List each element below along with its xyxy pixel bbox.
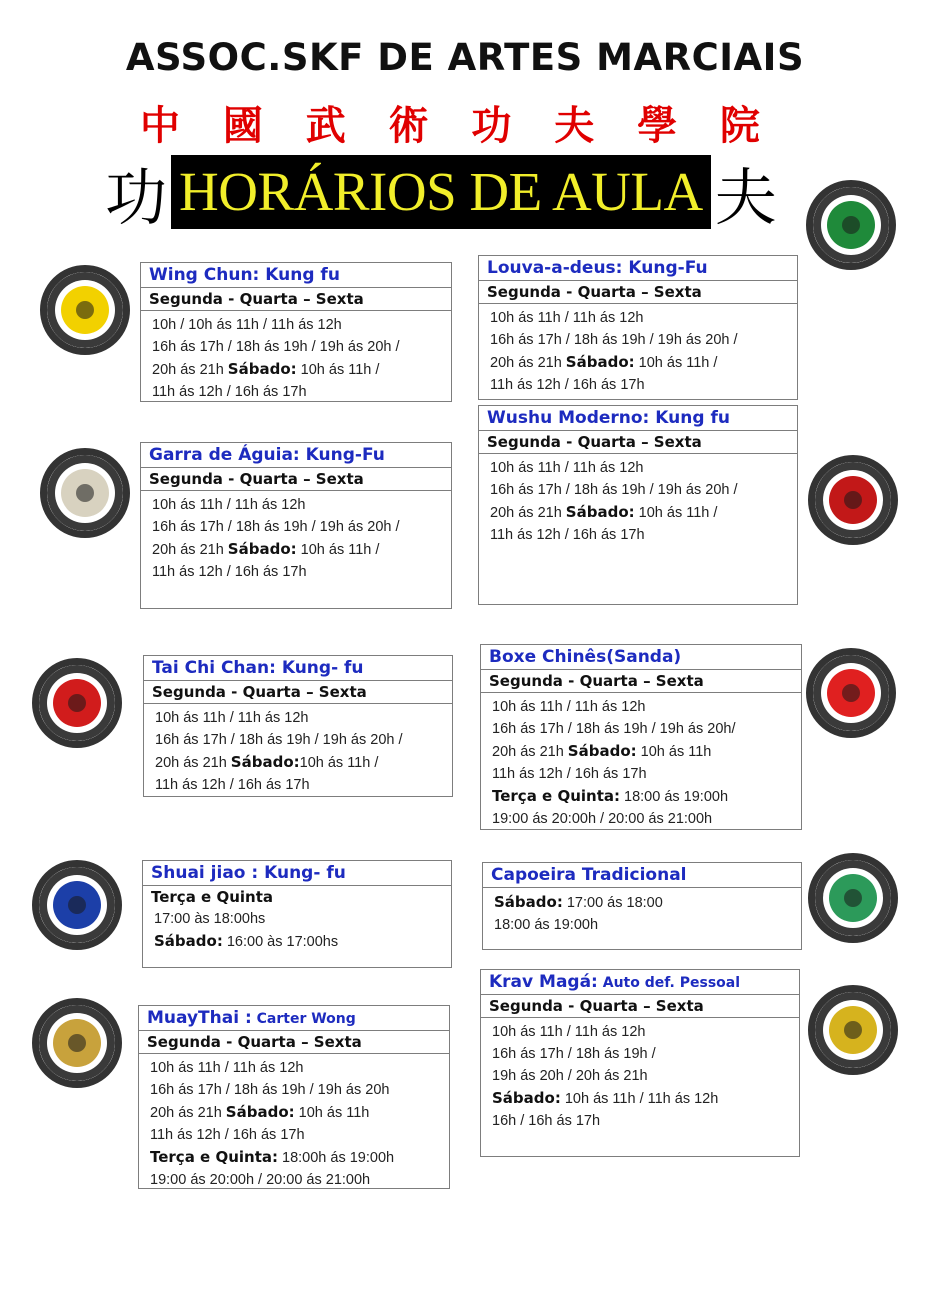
schedule-line: 10h ás 11h / 11h ás 12h (155, 710, 309, 726)
capoeira-card (482, 862, 802, 950)
card-days: Segunda - Quarta – Sexta (144, 681, 452, 704)
card-title: Louva-a-deus: Kung-Fu (479, 256, 797, 281)
schedule-line: 11h ás 12h / 16h ás 17h (152, 564, 307, 580)
chinese-char: 學 (637, 103, 678, 149)
card-days: Segunda - Quarta – Sexta (139, 1031, 449, 1054)
card-days: Terça e Quinta (151, 888, 273, 906)
card-title-sub: Carter Wong (251, 1011, 356, 1027)
schedule-line: 16h ás 17h / 18h ás 19h / 19h ás 20h / (152, 519, 400, 535)
card-days: Segunda - Quarta – Sexta (141, 288, 451, 311)
card-days: Segunda - Quarta – Sexta (479, 281, 797, 304)
muay-thai-card (138, 1005, 450, 1189)
schedule-text: 10h ás 11h / 11h ás 12h (560, 1091, 719, 1107)
krav-maga-badge-icon (808, 985, 898, 1075)
chinese-char: 武 (305, 103, 346, 149)
schedule-line: 16h ás 17h / 18h ás 19h / 19h ás 20h / (490, 482, 738, 498)
card-title: Boxe Chinês(Sanda) (481, 645, 801, 670)
wushu-badge-icon (808, 455, 898, 545)
chinese-char: 夫 (554, 103, 595, 149)
boxe-chines-card (480, 644, 802, 830)
schedule-line: 16h ás 17h / 18h ás 19h / 19h ás 20h / (490, 332, 738, 348)
tue-thu-label: Terça e Quinta: (150, 1148, 278, 1166)
tai-chi-card (143, 655, 453, 797)
saturday-label: Sábado: (492, 1089, 561, 1107)
schedule-line: 10h ás 11h / 11h ás 12h (490, 310, 644, 326)
card-days: Segunda - Quarta – Sexta (481, 995, 799, 1018)
schedule-line (492, 785, 790, 808)
saturday-label: Sábado: (225, 1103, 295, 1121)
schedule-line (150, 1101, 438, 1124)
saturday-label: Sábado: (567, 742, 637, 760)
card-schedule (479, 304, 797, 399)
schedule-line: 11h ás 12h / 16h ás 17h (492, 766, 647, 782)
schedule-line: 10h / 10h ás 11h / 11h ás 12h (152, 317, 342, 333)
schedule-text: 10h ás 11h (636, 744, 712, 760)
schedule-heading (105, 152, 805, 232)
card-title: Capoeira Tradicional (483, 863, 801, 888)
sanda-badge-icon (806, 648, 896, 738)
saturday-label: Sábado: (565, 503, 635, 521)
chinese-char: 術 (388, 103, 429, 149)
muay-thai-badge-icon (32, 998, 122, 1088)
card-schedule (141, 311, 451, 406)
wing-chun-card (140, 262, 452, 402)
wing-chun-badge-icon (40, 265, 130, 355)
card-schedule (481, 693, 801, 833)
card-schedule (481, 1018, 799, 1135)
schedule-line (490, 501, 786, 524)
schedule-line: 19:00 ás 20:00h / 20:00 ás 21:00h (150, 1172, 371, 1188)
schedule-text: 20h ás 21h (490, 505, 566, 521)
chinese-char: 院 (719, 103, 760, 149)
saturday-label: Sábado: (227, 360, 297, 378)
card-schedule (479, 454, 797, 549)
schedule-line (155, 751, 441, 774)
card-title-sub: Auto def. Pessoal (597, 975, 741, 991)
heading-left-char: 功 (105, 160, 168, 234)
schedule-line (494, 891, 790, 914)
schedule-line: 10h ás 11h / 11h ás 12h (150, 1060, 304, 1076)
heading-right-char: 夫 (714, 160, 777, 234)
garra-de-aguia-card (140, 442, 452, 609)
schedule-text: 20h ás 21h (152, 542, 228, 558)
schedule-line: 16h ás 17h / 18h ás 19h / (492, 1046, 656, 1062)
card-days: Segunda - Quarta – Sexta (479, 431, 797, 454)
garra-de-aguia-badge-icon (40, 448, 130, 538)
schedule-text: 20h ás 21h (492, 744, 568, 760)
schedule-line (152, 538, 440, 561)
schedule-text: 17:00 ás 18:00 (562, 895, 663, 911)
tai-chi-badge-icon (32, 658, 122, 748)
saturday-label: Sábado: (154, 932, 223, 950)
schedule-line (490, 351, 786, 374)
schedule-text: 20h ás 21h (150, 1105, 226, 1121)
saturday-label: Sábado: (565, 353, 635, 371)
schedule-text: 10h ás 11h / (299, 755, 379, 771)
schedule-text: 18:00 ás 19:00h (619, 789, 729, 805)
shuai-jiao-badge-icon (32, 860, 122, 950)
saturday-label: Sábado: (230, 753, 300, 771)
schedule-line: 11h ás 12h / 16h ás 17h (490, 527, 645, 543)
saturday-label: Sábado: (494, 893, 563, 911)
krav-maga-card (480, 969, 800, 1157)
schedule-text: 10h ás 11h / (634, 505, 718, 521)
capoeira-badge-icon (808, 853, 898, 943)
chinese-title (140, 94, 760, 151)
card-title (139, 1006, 449, 1031)
card-schedule (143, 908, 451, 956)
schedule-line: 19:00 ás 20:00h / 20:00 ás 21:00h (492, 811, 713, 827)
schedule-line: 16h ás 17h / 18h ás 19h / 19h ás 20h/ (492, 721, 736, 737)
schedule-line: 19h ás 20h / 20h ás 21h (492, 1068, 648, 1084)
chinese-char: 中 (140, 103, 180, 149)
schedule-line (492, 740, 790, 763)
schedule-line (150, 1146, 438, 1169)
schedule-text: 20h ás 21h (490, 355, 566, 371)
schedule-text: 10h ás 11h / (634, 355, 718, 371)
card-title: Wing Chun: Kung fu (141, 263, 451, 288)
schedule-text: 20h ás 21h (152, 362, 228, 378)
schedule-line: 10h ás 11h / 11h ás 12h (152, 497, 306, 513)
schedule-line: 16h ás 17h / 18h ás 19h / 19h ás 20h / (152, 339, 400, 355)
schedule-text: 18:00h ás 19:00h (277, 1150, 395, 1166)
schedule-text: 10h ás 11h / (296, 542, 380, 558)
card-schedule (483, 888, 801, 939)
schedule-line: 10h ás 11h / 11h ás 12h (492, 699, 646, 715)
chinese-char: 國 (222, 103, 263, 149)
schedule-line: 10h ás 11h / 11h ás 12h (492, 1024, 646, 1040)
schedule-line: 11h ás 12h / 16h ás 17h (155, 777, 310, 793)
card-days: Segunda - Quarta – Sexta (481, 670, 801, 693)
louva-a-deus-card (478, 255, 798, 400)
schedule-text: 20h ás 21h (155, 755, 231, 771)
schedule-line (154, 930, 440, 953)
saturday-label: Sábado: (227, 540, 297, 558)
card-title-main: MuayThai : (147, 1008, 252, 1028)
louva-a-deus-badge-icon (806, 180, 896, 270)
schedule-line: 16h ás 17h / 18h ás 19h / 19h ás 20h (150, 1082, 390, 1098)
schedule-text: 16:00 às 17:00hs (222, 934, 339, 950)
tue-thu-label: Terça e Quinta: (492, 787, 620, 805)
schedule-line (492, 1087, 788, 1110)
card-title: Wushu Moderno: Kung fu (479, 406, 797, 431)
heading-text: HORÁRIOS DE AULA (171, 155, 711, 229)
card-title-main: Krav Magá: (489, 972, 598, 992)
card-schedule (141, 491, 451, 586)
schedule-text: 10h ás 11h (294, 1105, 370, 1121)
schedule-text: 10h ás 11h / (296, 362, 380, 378)
chinese-char: 功 (471, 103, 512, 149)
schedule-line: 10h ás 11h / 11h ás 12h (490, 460, 644, 476)
schedule-line: 11h ás 12h / 16h ás 17h (490, 377, 645, 393)
schedule-line: 11h ás 12h / 16h ás 17h (152, 384, 307, 400)
page-title: ASSOC.SKF DE ARTES MARCIAIS (125, 36, 805, 79)
card-days: Segunda - Quarta – Sexta (141, 468, 451, 491)
schedule-line: 18:00 ás 19:00h (494, 917, 599, 933)
card-title: Tai Chi Chan: Kung- fu (144, 656, 452, 681)
schedule-line (152, 358, 440, 381)
card-title: Garra de Águia: Kung-Fu (141, 443, 451, 468)
card-title: Shuai jiao : Kung- fu (143, 861, 451, 886)
schedule-line: 16h ás 17h / 18h ás 19h / 19h ás 20h / (155, 732, 403, 748)
card-title (481, 970, 799, 995)
shuai-jiao-card (142, 860, 452, 968)
schedule-line: 11h ás 12h / 16h ás 17h (150, 1127, 305, 1143)
card-schedule (144, 704, 452, 799)
wushu-card (478, 405, 798, 605)
schedule-line: 16h / 16h ás 17h (492, 1113, 601, 1129)
schedule-line: 17:00 às 18:00hs (154, 911, 266, 927)
card-schedule (139, 1054, 449, 1194)
